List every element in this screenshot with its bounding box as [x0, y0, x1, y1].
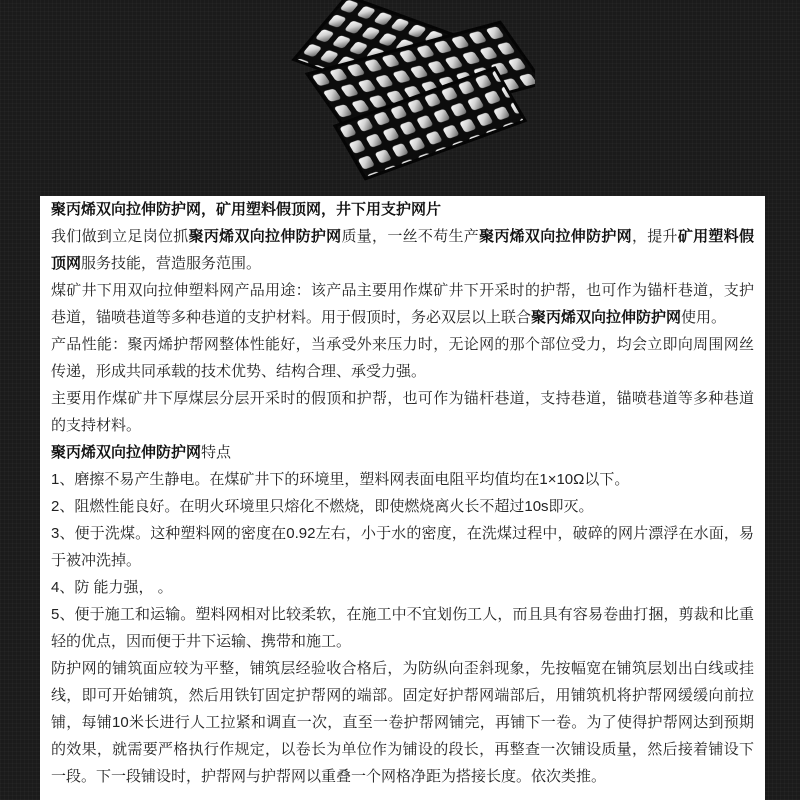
feature-item: 1、磨擦不易产生静电。在煤矿井下的环境里，塑料网表面电阻平均值均在1×10Ω以下。 [51, 471, 630, 488]
article-title: 聚丙烯双向拉伸防护网，矿用塑料假顶网，井下用支护网片 [51, 201, 442, 218]
installation-paragraph: 防护网的铺筑面应较为平整，铺筑层经验收合格后，为防纵向歪斜现象，先按幅宽在铺筑层划出白线或挂线，即可开始铺筑，然后用铁钉固定护帮网的端部。固定好护帮网端部后，用铺筑机将护帮网缓缓向前拉铺，每铺10米长进行人工拉紧和调直一次，直至一卷护帮网铺完，再铺下一卷。为了使得护帮网达到预期的效果，就需要严格执行作规定，以卷长为单位作为铺设的段长，再整查一次铺设质量，然后接着铺设下一段。下一段铺设时，护帮网与护帮网以重叠一个网格净距为搭接长度。依次类推。 [51, 660, 754, 785]
article-panel [40, 196, 765, 800]
intro-text: 服务技能，营造服务范围。 [81, 255, 262, 272]
feature-item: 3、便于洗煤。这种塑料网的密度在0.92左右，小于水的密度，在洗煤过程中，破碎的网片漂浮在水面，易于被冲洗掉。 [51, 525, 754, 569]
features-heading-suffix: 特点 [201, 444, 232, 461]
geogrid-mesh-icon [285, 0, 535, 194]
usage-text: 使用。 [681, 309, 727, 326]
product-keyword: 聚丙烯双向拉伸防护网 [479, 228, 632, 245]
product-keyword: 聚丙烯双向拉伸防护网 [188, 228, 342, 245]
intro-text: ，提升 [631, 228, 678, 245]
feature-item: 4、防 能力强， 。 [51, 579, 173, 596]
intro-text: 我们做到立足岗位抓 [51, 228, 189, 245]
product-keyword: 矿用塑料假顶网 [51, 228, 754, 272]
product-keyword: 聚丙烯双向拉伸防护网 [531, 309, 682, 326]
intro-text: 质量，一丝不苟生产 [341, 228, 480, 245]
intro-paragraph [51, 223, 754, 277]
usage-paragraph [51, 277, 754, 331]
product-keyword: 聚丙烯双向拉伸防护网 [51, 444, 202, 461]
performance-paragraph: 产品性能：聚丙烯护帮网整体性能好，当承受外来压力时，无论网的那个部位受力，均会立即向周围网丝传递，形成共同承载的技术优势、结构合理、承受力强。 [51, 336, 754, 380]
usage-text: 煤矿井下用双向拉伸塑料网产品用途：该产品主要用作煤矿井下开采时的护帮，也可作为锚杆巷道，支护巷道，锚喷巷道等多种巷道的支护材料。用于假顶时，务必双层以上联合 [51, 282, 754, 326]
features-heading [51, 439, 754, 466]
main-use-paragraph: 主要用作煤矿井下厚煤层分层开采时的假顶和护帮，也可作为锚杆巷道，支持巷道，锚喷巷道等多种巷道的支持材料。 [51, 390, 754, 434]
feature-item: 2、阻燃性能良好。在明火环境里只熔化不燃烧，即使燃烧离火长不超过10s即灭。 [51, 498, 594, 515]
feature-item: 5、便于施工和运输。塑料网相对比较柔软，在施工中不宜划伤工人，而且具有容易卷曲打捆，剪裁和比重轻的优点，因而便于井下运输、携带和施工。 [51, 606, 754, 650]
